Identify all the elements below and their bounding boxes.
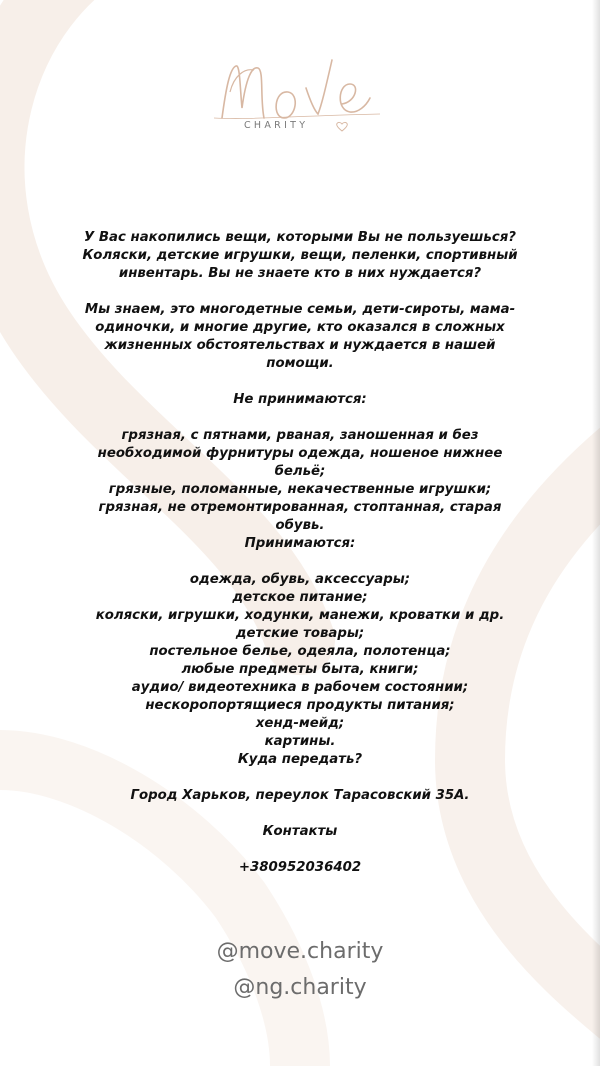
not-accepted-item: обувь. [275, 518, 325, 533]
accepted-item: постельное белье, одеяла, полотенца; [149, 644, 451, 659]
accepted-heading: Принимаются: [244, 536, 356, 551]
who-line: Мы знаем, это многодетные семьи, дети-сироты, мама- [84, 302, 516, 317]
accepted-item: картины. [264, 734, 336, 749]
not-accepted-item: грязная, не отремонтированная, стоптанная, старая [98, 500, 502, 515]
where-heading: Куда передать? [237, 752, 363, 767]
intro-line: Коляски, детские игрушки, вещи, пеленки, спортивный [82, 248, 518, 263]
contacts-heading: Контакты [262, 824, 338, 839]
accepted-item: аудио/ видеотехника в рабочем состоянии; [131, 680, 469, 695]
address: Город Харьков, переулок Тарасовский 35А. [130, 788, 470, 803]
intro-line: У Вас накопились вещи, которыми Вы не пользуешься? [84, 230, 516, 245]
logo-script-icon [210, 48, 390, 128]
accepted-item: коляски, игрушки, ходунки, манежи, кроватки и др. [95, 608, 505, 623]
handle-move-charity[interactable]: @move.charity [216, 939, 384, 964]
not-accepted-item: бельё; [274, 464, 326, 479]
not-accepted-item: грязные, поломанные, некачественные игрушки; [108, 482, 492, 497]
accepted-item: одежда, обувь, аксессуары; [189, 572, 411, 587]
social-handles [0, 934, 600, 1006]
handle-ng-charity[interactable]: @ng.charity [233, 975, 367, 1000]
heart-icon [336, 121, 348, 132]
accepted-item: детское питание; [232, 590, 368, 605]
not-accepted-heading: Не принимаются: [233, 392, 367, 407]
who-line: жизненных обстоятельствах и нуждается в нашей [104, 338, 496, 353]
intro-line: инвентарь. Вы не знаете кто в них нуждается? [118, 266, 482, 281]
right-edge-shadow [592, 0, 600, 1066]
logo-subtitle: CHARITY [244, 120, 309, 131]
who-line: одиночки, и многие другие, кто оказался в сложных [95, 320, 505, 335]
main-text [40, 229, 560, 877]
phone-number[interactable]: +380952036402 [238, 860, 362, 875]
accepted-item: любые предметы быта, книги; [181, 662, 419, 677]
accepted-item: детские товары; [235, 626, 365, 641]
not-accepted-item: необходимой фурнитуры одежда, ношеное нижнее [97, 446, 503, 461]
accepted-item: хенд-мейд; [255, 716, 345, 731]
accepted-item: нескоропортящиеся продукты питания; [145, 698, 455, 713]
who-line: помощи. [266, 356, 334, 371]
not-accepted-item: грязная, с пятнами, рваная, заношенная и без [121, 428, 479, 443]
